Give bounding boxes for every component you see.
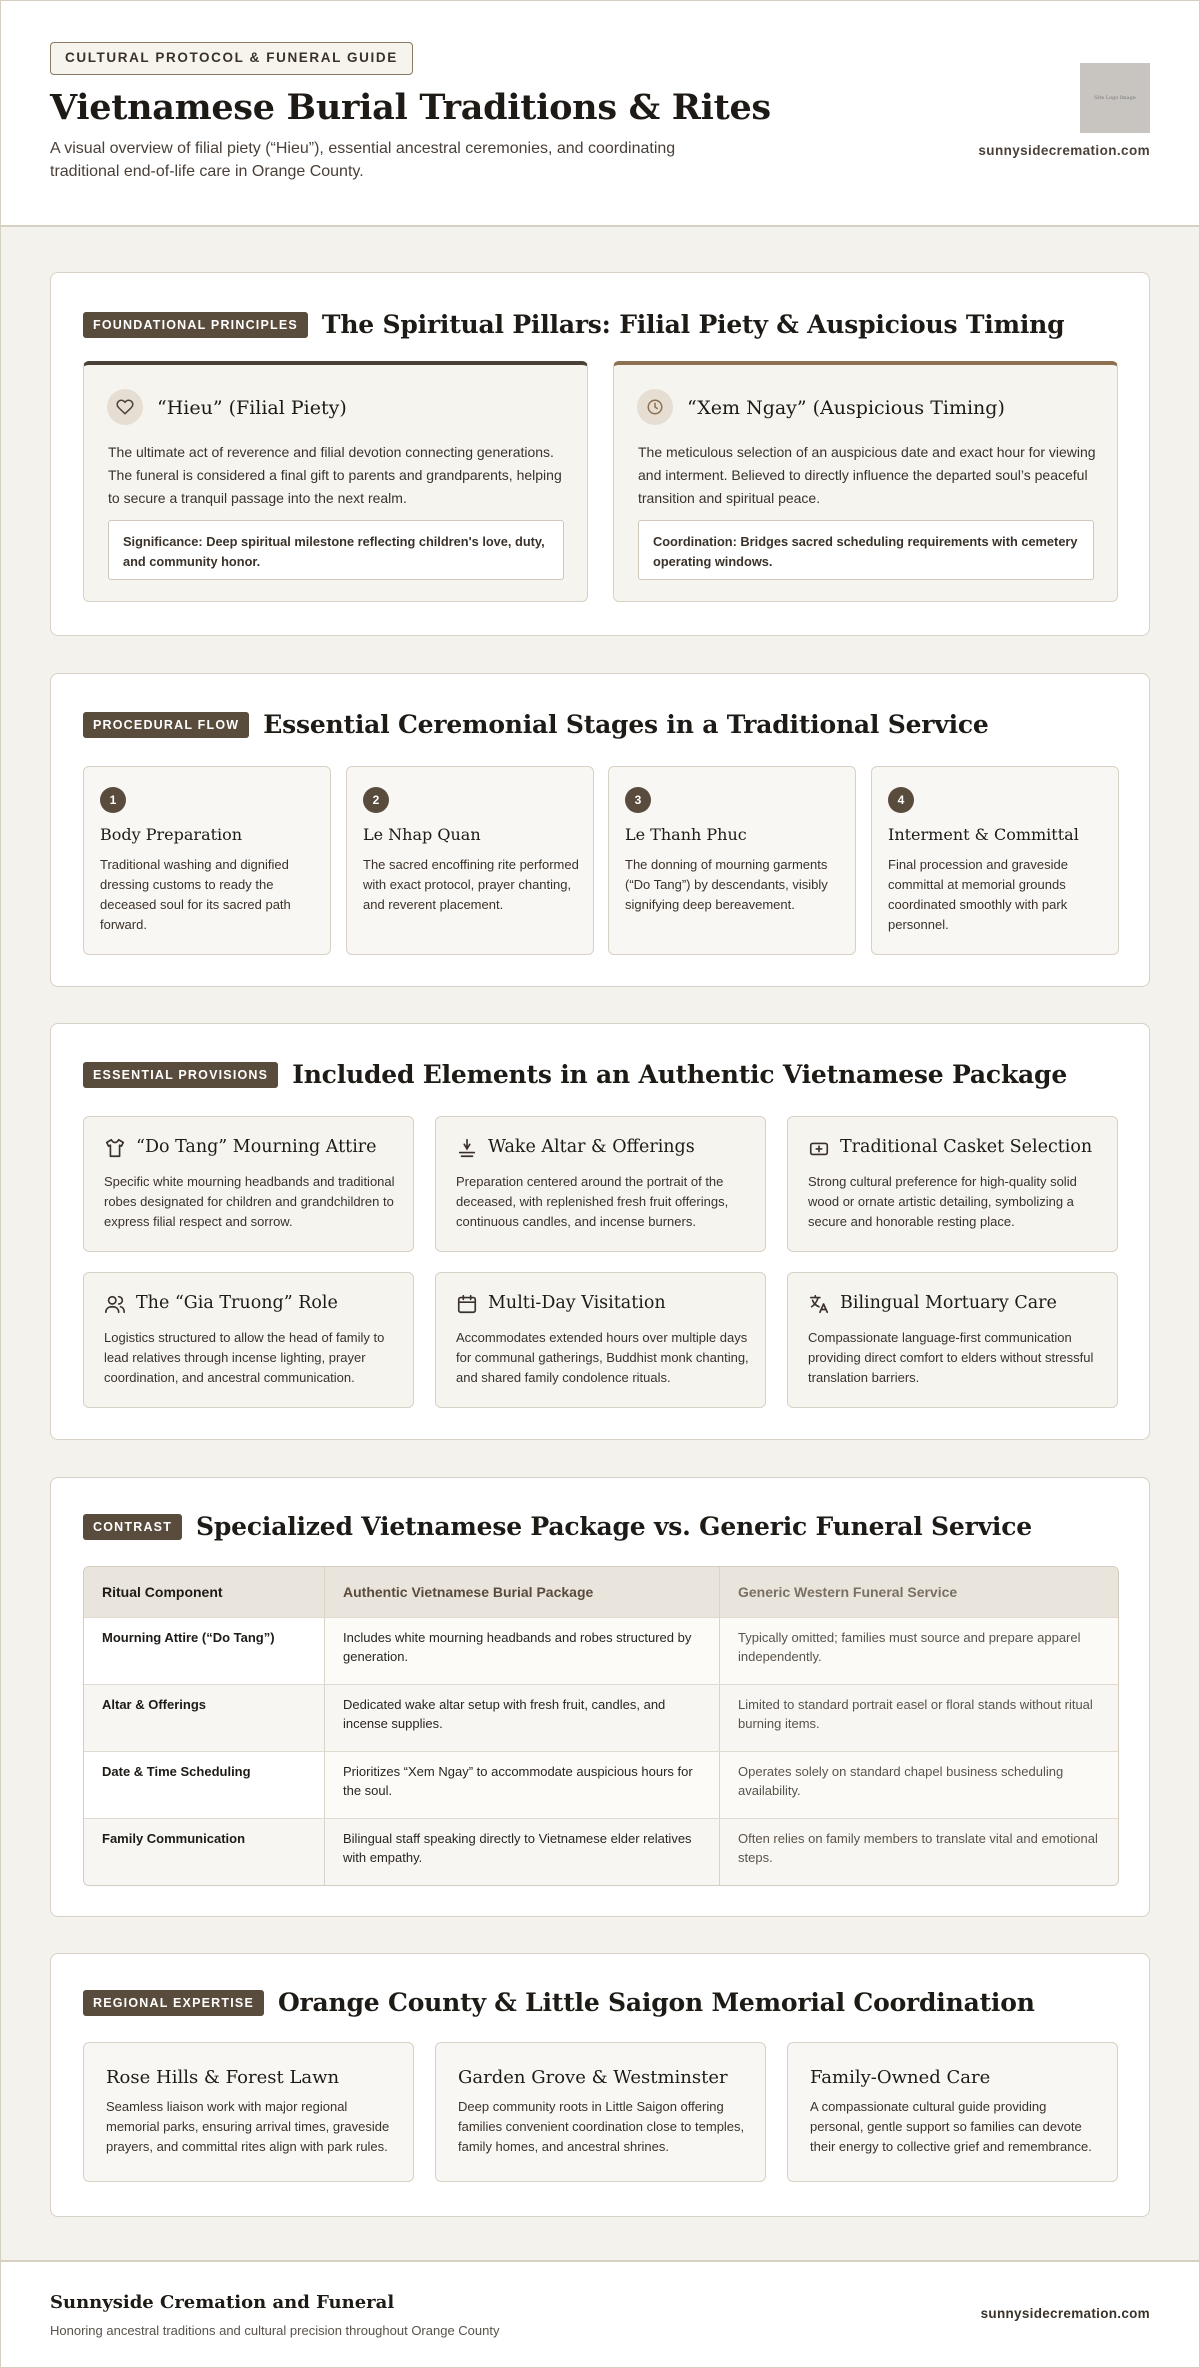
pillar-title: “Xem Ngay” (Auspicious Timing) (687, 397, 1005, 419)
table-cell-vietnamese: Prioritizes “Xem Ngay” to accommodate auspicious hours for the soul. (325, 1752, 720, 1818)
regional-body: Deep community roots in Little Saigon offering families convenient coordination close to temples, family homes, and ancestral shrines. (458, 2099, 745, 2154)
section-badge: CONTRAST (83, 1514, 182, 1540)
provision-title: Wake Altar & Offerings (488, 1137, 695, 1157)
section-badge: ESSENTIAL PROVISIONS (83, 1062, 278, 1088)
pillar-note: Significance: Deep spiritual milestone reflecting children's love, duty, and community honor. (108, 520, 564, 580)
pillar-card-hieu (83, 361, 588, 602)
section-badge: PROCEDURAL FLOW (83, 712, 249, 738)
pillar-body: The meticulous selection of an auspicious date and exact hour for viewing and interment. Believed to directly influence the departed soul’s peaceful transition and spiritual peace. (638, 444, 1096, 506)
table-cell-generic: Operates solely on standard chapel business scheduling availability. (720, 1752, 1118, 1818)
table-cell-vietnamese: Bilingual staff speaking directly to Vietnamese elder relatives with empathy. (325, 1819, 720, 1885)
table-row (84, 1751, 1118, 1818)
provision-body: Compassionate language-first communication providing direct comfort to elders without stressful translation barriers. (808, 1330, 1094, 1385)
section-heading (83, 710, 989, 739)
stage-number: 3 (625, 787, 651, 813)
section-title: The Spiritual Pillars: Filial Piety & Auspicious Timing (321, 310, 1065, 339)
provision-body: Strong cultural preference for high-quality solid wood or ornate artistic detailing, symbolizing a secure and honorable resting place. (808, 1174, 1077, 1229)
pillar-body: The ultimate act of reverence and filial devotion connecting generations. The funeral is considered a final gift to parents and grandparents, helping to secure a tranquil passage into the next realm. (108, 444, 562, 506)
section-title: Essential Ceremonial Stages in a Traditional Service (263, 710, 989, 739)
section-heading (83, 310, 1064, 339)
shirt-icon (104, 1137, 126, 1159)
provision-card (435, 1116, 766, 1252)
provision-card (435, 1272, 766, 1408)
calendar-icon (456, 1293, 478, 1315)
stage-body: The sacred encoffining rite performed with exact protocol, prayer chanting, and reverent placement. (363, 857, 579, 912)
stage-body: Final procession and graveside committal at memorial grounds coordinated smoothly with park personnel. (888, 857, 1068, 932)
table-cell-generic: Typically omitted; families must source and prepare apparel independently. (720, 1618, 1118, 1684)
stage-number: 4 (888, 787, 914, 813)
heart-icon (107, 389, 143, 425)
provision-body: Accommodates extended hours over multiple days for communal gatherings, Buddhist monk chanting, and shared family condolence rituals. (456, 1330, 749, 1385)
provision-body: Logistics structured to allow the head of family to lead relatives through incense lighting, prayer coordination, and ancestral communication. (104, 1330, 385, 1385)
footer-business-name: Sunnyside Cremation and Funeral (50, 2292, 395, 2313)
regional-title: Rose Hills & Forest Lawn (106, 2067, 340, 2088)
table-header-cell: Generic Western Funeral Service (738, 1583, 958, 1600)
pillar-note: Coordination: Bridges sacred scheduling requirements with cemetery operating windows. (638, 520, 1094, 580)
section-title: Specialized Vietnamese Package vs. Generic Funeral Service (196, 1512, 1032, 1541)
table-cell-component: Date & Time Scheduling (84, 1752, 325, 1818)
provision-title: “Do Tang” Mourning Attire (136, 1137, 377, 1157)
regional-card (787, 2042, 1118, 2182)
comparison-table (83, 1566, 1119, 1886)
regional-body: A compassionate cultural guide providing personal, gentle support so families can devote their energy to collective grief and remembrance. (810, 2099, 1092, 2154)
stage-title: Le Thanh Phuc (625, 825, 747, 844)
section-title: Orange County & Little Saigon Memorial Coordination (277, 1988, 1035, 2017)
regional-card (435, 2042, 766, 2182)
section-heading (83, 1060, 1067, 1089)
stage-card (608, 766, 856, 955)
section-heading (83, 1512, 1032, 1541)
section-badge: REGIONAL EXPERTISE (83, 1990, 264, 2016)
page-footer (0, 2260, 1200, 2368)
stage-number: 2 (363, 787, 389, 813)
users-icon (104, 1293, 126, 1315)
page-subtitle: A visual overview of filial piety (“Hieu”), essential ancestral ceremonies, and coordinating traditional end-of-life care in Orange County. (50, 140, 676, 180)
section-contrast (50, 1477, 1150, 1917)
stage-number: 1 (100, 787, 126, 813)
table-row (84, 1684, 1118, 1751)
table-cell-component: Family Communication (84, 1819, 325, 1885)
table-cell-vietnamese: Includes white mourning headbands and robes structured by generation. (325, 1618, 720, 1684)
translate-icon (808, 1293, 830, 1315)
footer-site-link[interactable]: sunnysidecremation.com (980, 2306, 1150, 2321)
table-cell-vietnamese: Dedicated wake altar setup with fresh fruit, candles, and incense supplies. (325, 1685, 720, 1751)
provision-card (787, 1272, 1118, 1408)
table-cell-component: Mourning Attire (“Do Tang”) (84, 1618, 325, 1684)
provision-body: Preparation centered around the portrait of the deceased, with replenished fresh fruit offerings, continuous candles, and incense burners. (456, 1174, 729, 1229)
provision-card (83, 1272, 414, 1408)
table-cell-generic: Often relies on family members to translate vital and emotional steps. (720, 1819, 1118, 1885)
provision-body: Specific white mourning headbands and traditional robes designated for children and grandchildren to express filial respect and sorrow. (104, 1174, 395, 1229)
stage-title: Le Nhap Quan (363, 825, 481, 844)
table-header-cell: Ritual Component (84, 1567, 325, 1617)
pillar-title: “Hieu” (Filial Piety) (157, 397, 347, 419)
stage-card (83, 766, 331, 955)
regional-card (83, 2042, 414, 2182)
section-badge: FOUNDATIONAL PRINCIPLES (83, 312, 308, 338)
provision-title: Bilingual Mortuary Care (840, 1293, 1057, 1313)
section-title: Included Elements in an Authentic Vietnamese Package (292, 1060, 1068, 1089)
header-site-link[interactable]: sunnysidecremation.com (978, 143, 1150, 158)
site-logo[interactable]: Site Logo Image (1080, 63, 1150, 133)
stage-card (871, 766, 1119, 955)
footer-tagline: Honoring ancestral traditions and cultural precision throughout Orange County (50, 2323, 500, 2338)
casket-icon (808, 1137, 830, 1159)
section-regional-expertise (50, 1953, 1150, 2217)
eyebrow-tag: CULTURAL PROTOCOL & FUNERAL GUIDE (50, 42, 413, 75)
table-header-row (84, 1567, 1118, 1617)
provision-card (787, 1116, 1118, 1252)
pillar-card-xem-ngay (613, 361, 1118, 602)
section-heading (83, 1988, 1035, 2017)
stage-body: Traditional washing and dignified dressing customs to ready the deceased soul for its sacred path forward. (100, 857, 291, 932)
table-cell-component: Altar & Offerings (84, 1685, 325, 1751)
stage-title: Interment & Committal (888, 825, 1079, 844)
provision-card (83, 1116, 414, 1252)
page-header (0, 0, 1200, 227)
stage-card (346, 766, 594, 955)
table-row (84, 1818, 1118, 1885)
table-cell-generic: Limited to standard portrait easel or floral stands without ritual burning items. (720, 1685, 1118, 1751)
section-spiritual-pillars (50, 272, 1150, 636)
table-row (84, 1617, 1118, 1684)
regional-title: Family-Owned Care (810, 2067, 991, 2088)
stage-body: The donning of mourning garments (“Do Tang”) by descendants, visibly signifying deep bereavement. (625, 857, 828, 912)
page-title: Vietnamese Burial Traditions & Rites (50, 87, 771, 128)
section-ceremonial-stages (50, 673, 1150, 987)
regional-title: Garden Grove & Westminster (458, 2067, 728, 2088)
regional-body: Seamless liaison work with major regional memorial parks, ensuring arrival times, graveside prayers, and committal rites align with park rules. (106, 2099, 390, 2154)
clock-icon (637, 389, 673, 425)
table-header-cell: Authentic Vietnamese Burial Package (325, 1567, 720, 1617)
provision-title: Multi-Day Visitation (488, 1293, 666, 1313)
provision-title: Traditional Casket Selection (840, 1137, 1093, 1157)
incense-icon (456, 1137, 478, 1159)
provision-title: The “Gia Truong” Role (136, 1293, 338, 1313)
section-essential-provisions (50, 1023, 1150, 1440)
stage-title: Body Preparation (100, 825, 243, 844)
